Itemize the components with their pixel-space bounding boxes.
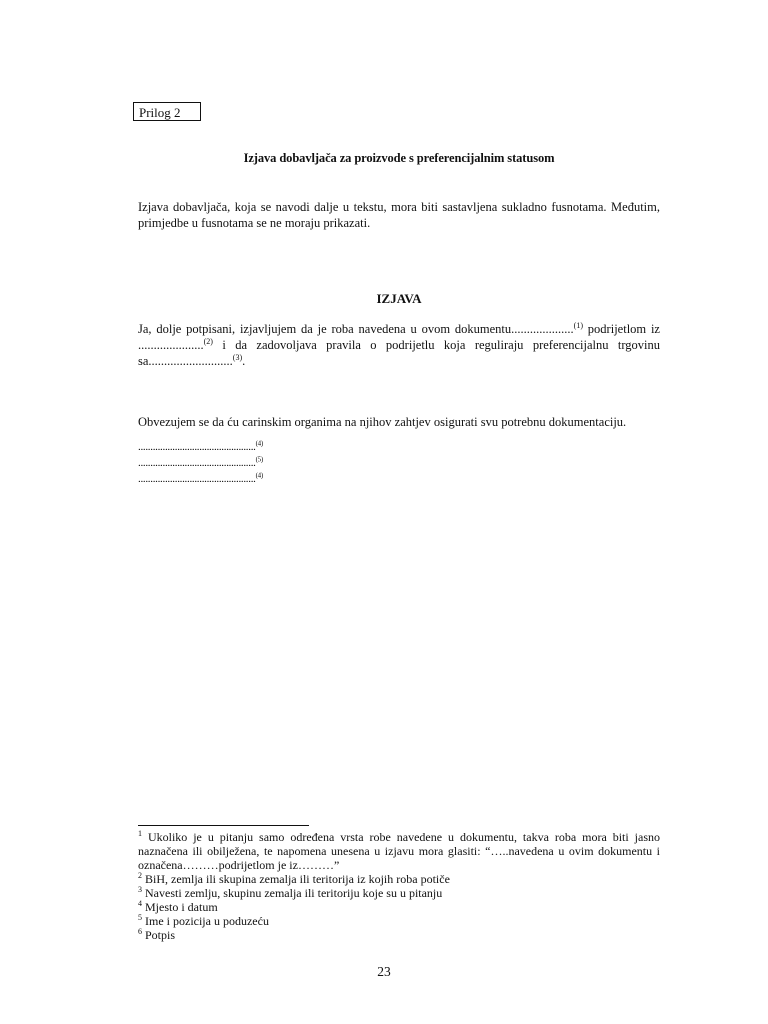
declaration-text-2: podrijetlom iz .....................: [138, 322, 660, 352]
name-position-line: [138, 457, 263, 470]
footnote-3-text: Navesti zemlju, skupinu zemalja ili teritoriju koje su u pitanju: [142, 886, 443, 900]
declaration-paragraph: [138, 321, 660, 369]
signature-line: [138, 473, 263, 486]
footnote-divider: [138, 825, 309, 826]
name-position-dots: ................................................: [138, 457, 256, 469]
declaration-text-4: .: [242, 354, 246, 368]
footnote-5-text: Ime i pozicija u poduzeću: [142, 914, 269, 928]
footnote-2-mark: 2: [138, 871, 142, 880]
footnote-ref-1: (1): [573, 320, 583, 330]
footnote-6-mark: 6: [138, 927, 142, 936]
footnote-2: [138, 872, 660, 886]
obligation-paragraph: Obvezujem se da ću carinskim organima na njihov zahtjev osigurati svu potrebnu dokumentaciju.: [138, 415, 627, 429]
footnote-4: [138, 900, 660, 914]
footnote-6-text: Potpis: [142, 928, 176, 942]
place-date-ref: (4): [255, 439, 263, 448]
place-date-line: [138, 441, 263, 454]
footnote-3-mark: 3: [138, 885, 142, 894]
footnote-1: [138, 830, 660, 872]
document-title: Izjava dobavljača za proizvode s preferencijalnim statusom: [243, 151, 555, 165]
footnote-1-text: Ukoliko je u pitanju samo određena vrsta robe navedene u dokumentu, takva roba mora biti jasno naznačena ili obilježena, te napomena unesena u izjavu mora glasiti: “…..navedena u ovim dokumentu i označena………podrijetlom je iz………”: [138, 830, 660, 872]
footnote-ref-2: (2): [203, 336, 213, 346]
footnote-4-mark: 4: [138, 899, 142, 908]
footnote-3: [138, 886, 660, 900]
declaration-text-1: Ja, dolje potpisani, izjavljujem da je roba navedena u ovom dokumentu....................: [138, 322, 574, 336]
place-date-dots: ................................................: [138, 441, 256, 453]
footnote-5: [138, 914, 660, 928]
footnotes: [138, 830, 660, 942]
declaration-text-3: i da zadovoljava pravila o podrijetlu koja reguliraju preferencijalnu trgovinu sa...........................: [138, 338, 660, 368]
footnote-4-text: Mjesto i datum: [142, 900, 218, 914]
declaration-heading: IZJAVA: [376, 291, 422, 306]
page-number: 23: [377, 964, 391, 979]
footnote-2-text: BiH, zemlja ili skupina zemalja ili teritorija iz kojih roba potiče: [142, 872, 450, 886]
footnote-ref-3: (3): [232, 352, 243, 362]
intro-paragraph: Izjava dobavljača, koja se navodi dalje u tekstu, mora biti sastavljena sukladno fusnotama. Međutim, primjedbe u fusnotama se ne moraju prikazati.: [138, 200, 660, 230]
footnote-6: [138, 928, 660, 942]
name-position-ref: (5): [255, 455, 263, 464]
signature-ref: (4): [255, 471, 263, 480]
footnote-5-mark: 5: [138, 913, 142, 922]
footnote-1-mark: 1: [138, 829, 142, 838]
annex-label: Prilog 2: [133, 102, 201, 121]
signature-dots: ................................................: [138, 473, 256, 485]
